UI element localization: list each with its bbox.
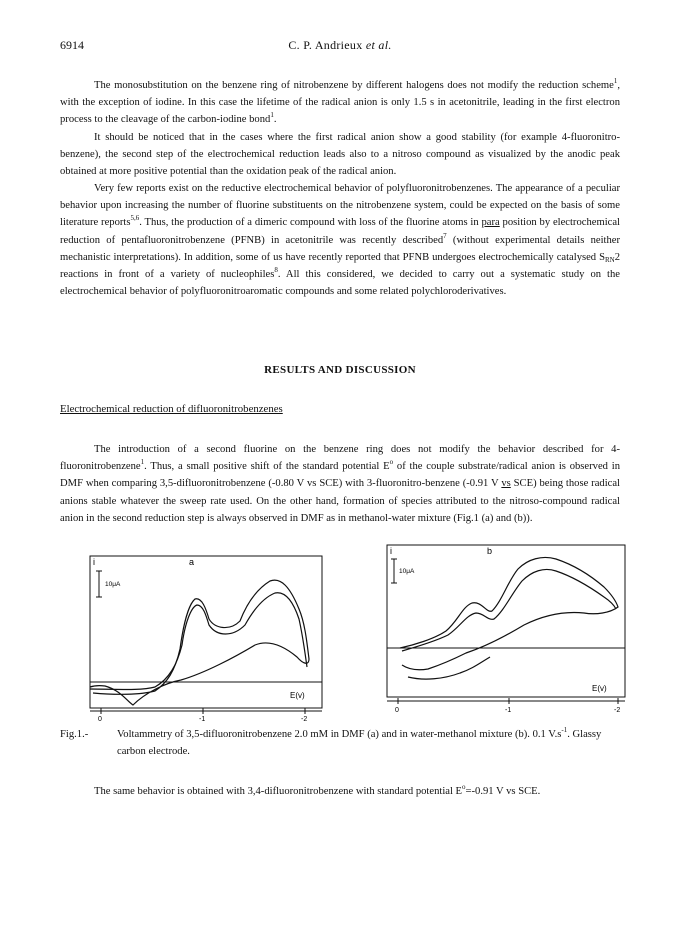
tick-label: -2	[301, 716, 308, 723]
tick-label: -1	[199, 716, 206, 723]
x-axis-label: E(v)	[592, 684, 607, 693]
paragraph-1: The monosubstitution on the benzene ring of nitrobenzene by different halogens does not modify the reduction scheme$^1$, with the exception of iodine. In this case the lifetime of the radical anion is only 1.5 s in acetonitrile, leading in the first electron process to the cleavage of the carbon-iodine bond$^1$.	[60, 77, 620, 126]
figure-caption	[60, 726, 630, 760]
panel-label: a	[189, 557, 195, 567]
paragraph-4: The introduction of a second fluorine on the benzene ring does not modify the behavior described for 4-fluoronitrobenzene$^1$. Thus, a small positive shift of the standard potential $E^o$ of the couple substrate/radical anion is observed in DMF when comparing 3,5-difluoronitrobenzene (-0.80 V vs SCE) with 3-fluoronitro-benzene (-0.91 V vs SCE) being those radical anions stable whatever the sweep rate used. On the other hand, formation of species attributed to the nitroso-compound radical anion in the second reduction step is always observed in DMF as in methanol-water mixture (Fig.1 (a) and (b)).	[60, 444, 621, 524]
tick-label: 0	[98, 716, 102, 723]
paragraph-2: It should be noticed that in the cases where the first radical anion show a good stability (for example 4-fluoronitro-benzene), the second step of the electrochemical reduction leads also to a nitroso compound as visualized by the anodic peak obtained at more positive potential than the oxidation peak of the radical anion.	[60, 132, 620, 178]
scale-label: 10μA	[105, 581, 121, 588]
subsection-title: Electrochemical reduction of difluoronitrobenzenes	[60, 403, 283, 415]
x-axis-label: E(v)	[290, 691, 305, 700]
running-head-author: C. P. Andrieux	[288, 38, 363, 52]
page-number: 6914	[60, 38, 84, 52]
panel-label: b	[487, 546, 493, 556]
tick-label: 0	[395, 707, 399, 714]
y-axis-label: i	[93, 557, 95, 567]
page-header	[60, 38, 620, 54]
figure-panel-b	[384, 541, 629, 716]
paragraph-5: The same behavior is obtained with 3,4-difluoronitrobenzene with standard potential $E^o=-0.91$ V vs SCE.	[94, 783, 541, 797]
caption-text: Voltammetry of 3,5-difluoronitrobenzene 2.0 mM in DMF (a) and in water-methanol mixture (b). 0.1 $V.s^{-1}$. Glassy carbon electrode.	[117, 726, 602, 757]
voltammogram-a	[85, 553, 330, 723]
y-axis-label: i	[390, 546, 392, 556]
running-head	[60, 38, 620, 53]
section-title: RESULTS AND DISCUSSION	[264, 364, 416, 376]
tick-label: -1	[505, 707, 512, 714]
voltammogram-b	[384, 541, 629, 716]
paragraph-3: Very few reports exist on the reductive electrochemical behavior of polyfluoronitrobenzenes. The appearance of a peculiar behavior upon increasing the number of fluorine substituents on the nitrobenzene system, could be expected on the basis of some literature reports$^{5,6}$. Thus, the production of a dimeric compound with loss of the fluorine atoms in para position by electrochemical reduction of pentafluoronitrobenzene (PFNB) in acetonitrile was recently described$^7$ (without experimental details neither mechanistic interpretations). In addition, some of us have recently reported that PFNB undergoes electrochemically catalysed $S_{RN}2$ reactions in front of a variety of nucleophiles$^8$. All this considered, we decided to carry out a systematic study on the electrochemical behavior of polyfluoronitroaromatic compounds and some related polychloroderivatives.	[60, 183, 620, 298]
tick-label: -2	[614, 707, 621, 714]
figure-panel-a	[85, 553, 330, 723]
running-head-suffix: et al.	[365, 38, 392, 52]
scale-label: 10μA	[399, 568, 415, 575]
caption-label: Fig.1.-	[60, 729, 89, 740]
